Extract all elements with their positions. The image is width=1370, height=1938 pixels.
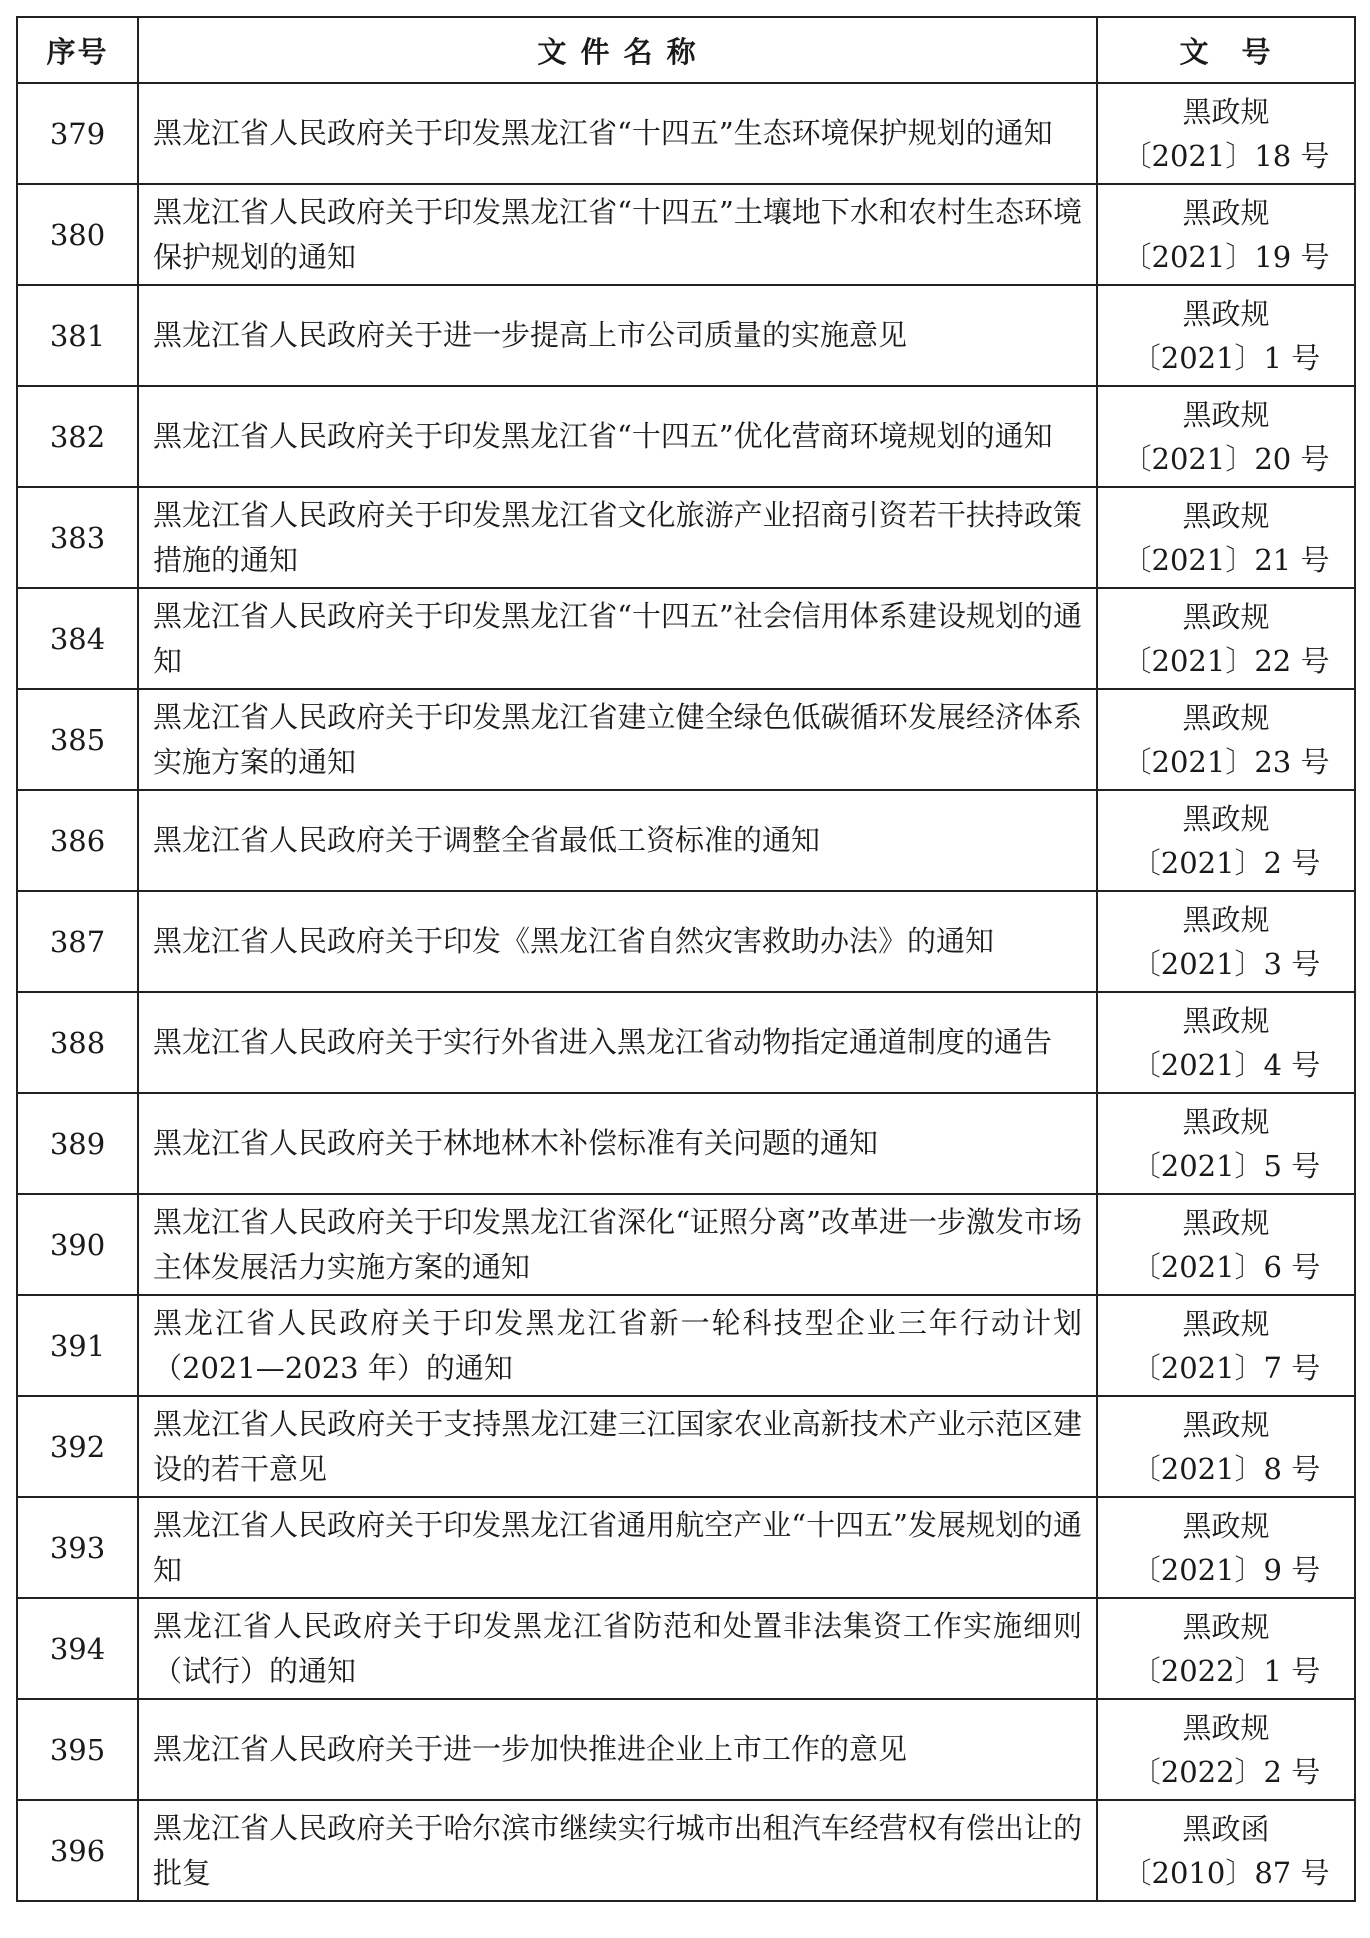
row-serial-number: 394 [17, 1598, 138, 1699]
row-document-number [1097, 487, 1355, 588]
table-row [17, 689, 1355, 790]
row-serial-number: 392 [17, 1396, 138, 1497]
document-reference: 〔2021〕9 号 [1131, 1552, 1321, 1587]
row-serial-number: 385 [17, 689, 138, 790]
table-row [17, 1295, 1355, 1396]
row-serial-number: 391 [17, 1295, 138, 1396]
row-document-number [1097, 83, 1355, 184]
document-issuer: 黑政规 [1182, 1306, 1270, 1341]
table-row [17, 891, 1355, 992]
row-document-number [1097, 285, 1355, 386]
document-issuer: 黑政规 [1182, 700, 1270, 735]
row-document-title: 黑龙江省人民政府关于印发黑龙江省深化“证照分离”改革进一步激发市场主体发展活力实施方案的通知 [138, 1194, 1097, 1295]
table-row [17, 1396, 1355, 1497]
document-issuer: 黑政规 [1182, 498, 1270, 533]
row-document-title: 黑龙江省人民政府关于印发黑龙江省“十四五”优化营商环境规划的通知 [138, 386, 1097, 487]
document-issuer: 黑政规 [1182, 902, 1270, 937]
row-document-number [1097, 1598, 1355, 1699]
document-reference: 〔2021〕2 号 [1131, 845, 1321, 880]
document-issuer: 黑政规 [1182, 296, 1270, 331]
header-row [17, 17, 1355, 83]
table-row [17, 386, 1355, 487]
row-document-title: 黑龙江省人民政府关于林地林木补偿标准有关问题的通知 [138, 1093, 1097, 1194]
row-document-number [1097, 689, 1355, 790]
document-reference: 〔2021〕20 号 [1122, 441, 1330, 476]
document-reference: 〔2021〕23 号 [1122, 744, 1330, 779]
document-issuer: 黑政规 [1182, 1609, 1270, 1644]
row-document-title: 黑龙江省人民政府关于哈尔滨市继续实行城市出租汽车经营权有偿出让的批复 [138, 1800, 1097, 1901]
row-document-number [1097, 1396, 1355, 1497]
row-serial-number: 387 [17, 891, 138, 992]
document-reference: 〔2021〕18 号 [1122, 138, 1330, 173]
row-document-number [1097, 184, 1355, 285]
table-row [17, 992, 1355, 1093]
table-row [17, 184, 1355, 285]
row-document-title: 黑龙江省人民政府关于印发黑龙江省“十四五”生态环境保护规划的通知 [138, 83, 1097, 184]
row-document-title: 黑龙江省人民政府关于印发《黑龙江省自然灾害救助办法》的通知 [138, 891, 1097, 992]
document-issuer: 黑政规 [1182, 1104, 1270, 1139]
row-serial-number: 395 [17, 1699, 138, 1800]
document-reference: 〔2021〕4 号 [1131, 1047, 1321, 1082]
document-issuer: 黑政规 [1182, 1205, 1270, 1240]
row-document-title: 黑龙江省人民政府关于印发黑龙江省“十四五”社会信用体系建设规划的通知 [138, 588, 1097, 689]
document-reference: 〔2021〕22 号 [1122, 643, 1330, 678]
document-reference: 〔2021〕7 号 [1131, 1350, 1321, 1385]
table-row [17, 1699, 1355, 1800]
document-issuer: 黑政规 [1182, 801, 1270, 836]
document-issuer: 黑政规 [1182, 1710, 1270, 1745]
row-document-title: 黑龙江省人民政府关于印发黑龙江省防范和处置非法集资工作实施细则（试行）的通知 [138, 1598, 1097, 1699]
document-issuer: 黑政规 [1182, 94, 1270, 129]
document-reference: 〔2021〕5 号 [1131, 1148, 1321, 1183]
row-serial-number: 396 [17, 1800, 138, 1901]
document-reference: 〔2021〕6 号 [1131, 1249, 1321, 1284]
row-serial-number: 384 [17, 588, 138, 689]
document-reference: 〔2021〕1 号 [1131, 340, 1321, 375]
document-issuer: 黑政规 [1182, 397, 1270, 432]
table-row [17, 1497, 1355, 1598]
row-serial-number: 381 [17, 285, 138, 386]
table-row [17, 1194, 1355, 1295]
table-row [17, 790, 1355, 891]
row-document-title: 黑龙江省人民政府关于实行外省进入黑龙江省动物指定通道制度的通告 [138, 992, 1097, 1093]
row-serial-number: 389 [17, 1093, 138, 1194]
row-serial-number: 379 [17, 83, 138, 184]
table-row [17, 83, 1355, 184]
document-reference: 〔2021〕8 号 [1131, 1451, 1321, 1486]
row-document-title: 黑龙江省人民政府关于印发黑龙江省“十四五”土壤地下水和农村生态环境保护规划的通知 [138, 184, 1097, 285]
row-serial-number: 386 [17, 790, 138, 891]
row-document-number [1097, 1194, 1355, 1295]
row-serial-number: 390 [17, 1194, 138, 1295]
row-document-number [1097, 588, 1355, 689]
table-row [17, 1598, 1355, 1699]
table-row [17, 588, 1355, 689]
document-reference: 〔2021〕19 号 [1122, 239, 1330, 274]
document-reference: 〔2022〕1 号 [1131, 1653, 1321, 1688]
document-issuer: 黑政规 [1182, 599, 1270, 634]
document-reference: 〔2022〕2 号 [1131, 1754, 1321, 1789]
row-serial-number: 393 [17, 1497, 138, 1598]
row-document-title: 黑龙江省人民政府关于印发黑龙江省通用航空产业“十四五”发展规划的通知 [138, 1497, 1097, 1598]
row-document-number [1097, 891, 1355, 992]
table-row [17, 1093, 1355, 1194]
table-row [17, 1800, 1355, 1901]
row-document-number [1097, 1497, 1355, 1598]
row-document-title: 黑龙江省人民政府关于调整全省最低工资标准的通知 [138, 790, 1097, 891]
row-document-number [1097, 1699, 1355, 1800]
document-issuer: 黑政规 [1182, 1508, 1270, 1543]
row-document-title: 黑龙江省人民政府关于支持黑龙江建三江国家农业高新技术产业示范区建设的若干意见 [138, 1396, 1097, 1497]
header-document-title: 文 件 名 称 [138, 17, 1097, 83]
document-issuer: 黑政规 [1182, 1407, 1270, 1442]
table-row [17, 487, 1355, 588]
document-reference: 〔2010〕87 号 [1122, 1855, 1330, 1890]
header-document-number: 文 号 [1097, 17, 1355, 83]
table-row [17, 285, 1355, 386]
document-reference: 〔2021〕21 号 [1122, 542, 1330, 577]
row-document-title: 黑龙江省人民政府关于进一步提高上市公司质量的实施意见 [138, 285, 1097, 386]
row-serial-number: 382 [17, 386, 138, 487]
document-table [16, 16, 1356, 1902]
row-document-number [1097, 1800, 1355, 1901]
document-issuer: 黑政函 [1182, 1811, 1270, 1846]
row-serial-number: 383 [17, 487, 138, 588]
document-reference: 〔2021〕3 号 [1131, 946, 1321, 981]
row-document-title: 黑龙江省人民政府关于印发黑龙江省文化旅游产业招商引资若干扶持政策措施的通知 [138, 487, 1097, 588]
document-issuer: 黑政规 [1182, 1003, 1270, 1038]
row-document-number [1097, 1295, 1355, 1396]
header-serial-number: 序号 [17, 17, 138, 83]
row-document-number [1097, 992, 1355, 1093]
row-document-number [1097, 790, 1355, 891]
document-issuer: 黑政规 [1182, 195, 1270, 230]
row-document-number [1097, 1093, 1355, 1194]
row-document-title: 黑龙江省人民政府关于印发黑龙江省新一轮科技型企业三年行动计划（2021—2023 年）的通知 [138, 1295, 1097, 1396]
row-serial-number: 388 [17, 992, 138, 1093]
row-serial-number: 380 [17, 184, 138, 285]
row-document-title: 黑龙江省人民政府关于进一步加快推进企业上市工作的意见 [138, 1699, 1097, 1800]
row-document-number [1097, 386, 1355, 487]
row-document-title: 黑龙江省人民政府关于印发黑龙江省建立健全绿色低碳循环发展经济体系实施方案的通知 [138, 689, 1097, 790]
